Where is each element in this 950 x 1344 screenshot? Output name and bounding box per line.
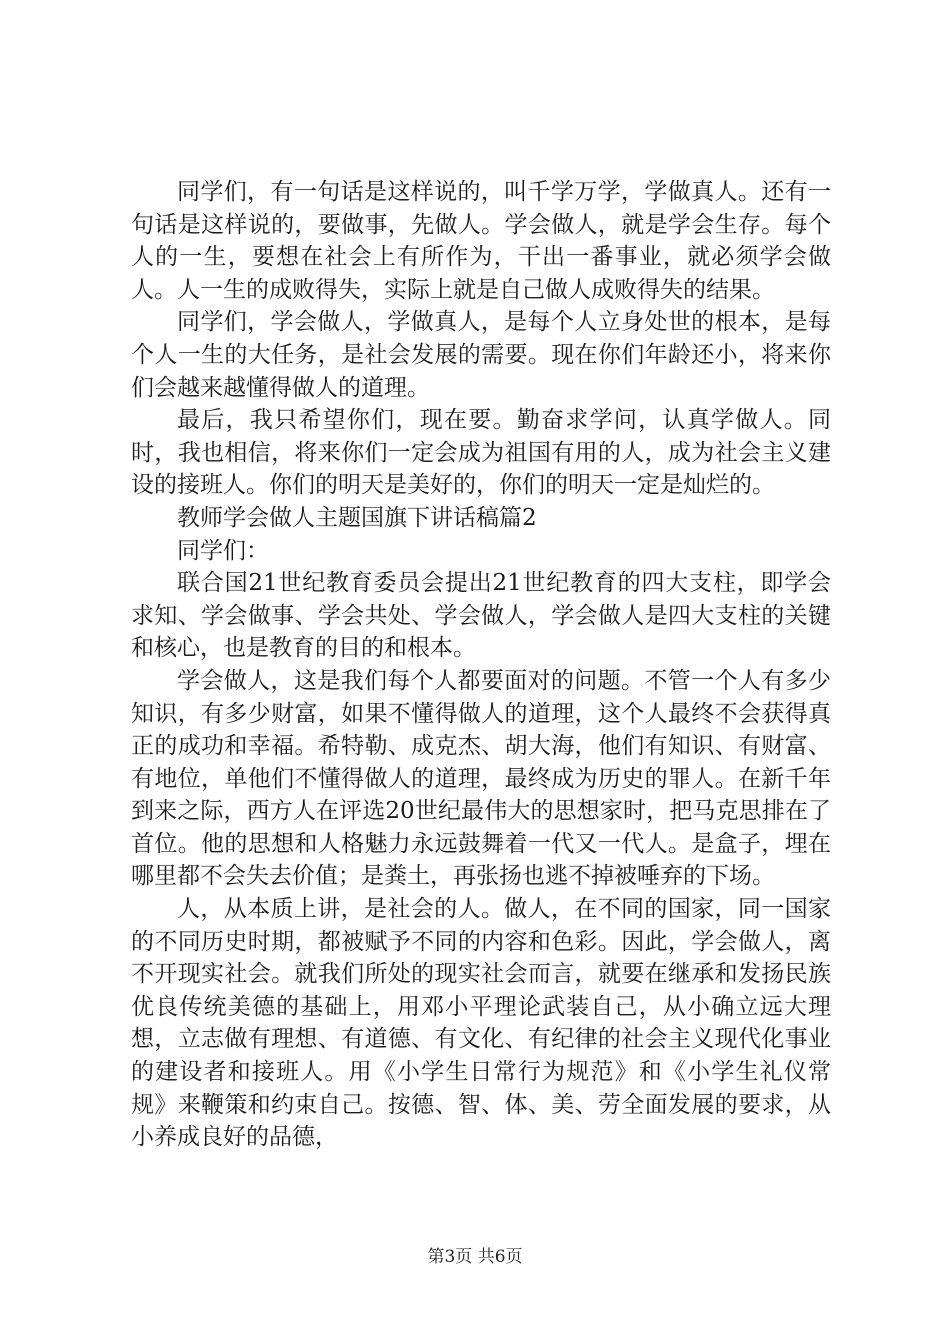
page-number-footer: 第3页 共6页 bbox=[427, 1247, 523, 1267]
section-heading: 教师学会做人主题国旗下讲话稿篇2 bbox=[177, 504, 537, 531]
paragraph-1: 同学们，有一句话是这样说的，叫千学万学，学做真人。还有一句话是这样说的，要做事，先做人。学会做人，就是学会生存。每个人的一生，要想在社会上有所作为，干出一番事业，就必须学会做人。人一生的成败得失，实际上就是自己做人成败得失的结果。 bbox=[131, 179, 831, 303]
paragraph-3: 最后，我只希望你们，现在要。勤奋求学问，认真学做人。同时，我也相信，将来你们一定会成为祖国有用的人，成为社会主义建设的接班人。你们的明天是美好的，你们的明天一定是灿烂的。 bbox=[131, 407, 831, 499]
paragraph-5: 学会做人，这是我们每个人都要面对的问题。不管一个人有多少知识，有多少财富，如果不懂得做人的道理，这个人最终不会获得真正的成功和幸福。希特勒、成克杰、胡大海，他们有知识、有财富、有地位，单他们不懂得做人的道理，最终成为历史的罪人。在新千年到来之际，西方人在评选20世纪最伟大的思想家时，把马克思排在了首位。他的思想和人格魅力永远鼓舞着一代又一代人。是盒子，埋在哪里都不会失去价值；是粪土，再张扬也逃不掉被唾弃的下场。 bbox=[131, 667, 831, 890]
paragraph-6: 人，从本质上讲，是社会的人。做人，在不同的国家，同一国家的不同历史时期，都被赋予不同的内容和色彩。因此，学会做人，离不开现实社会。就我们所处的现实社会而言，就要在继承和发扬民族优良传统美德的基础上，用邓小平理论武装自己，从小确立远大理想，立志做有理想、有道德、有文化、有纪律的社会主义现代化事业的建设者和接班人。用《小学生日常行为规范》和《小学生礼仪常规》来鞭策和约束自己。按德、智、体、美、劳全面发展的要求，从小养成良好的品德， bbox=[131, 896, 831, 1151]
document-body bbox=[131, 176, 831, 1154]
paragraph-2: 同学们，学会做人，学做真人，是每个人立身处世的根本，是每个人一生的大任务，是社会发展的需要。现在你们年龄还小，将来你们会越来越懂得做人的道理。 bbox=[131, 309, 831, 401]
paragraph-4: 联合国21世纪教育委员会提出21世纪教育的四大支柱，即学会求知、学会做事、学会共处、学会做人，学会做人是四大支柱的关键和核心，也是教育的目的和根本。 bbox=[131, 570, 831, 662]
salutation: 同学们： bbox=[177, 537, 269, 564]
